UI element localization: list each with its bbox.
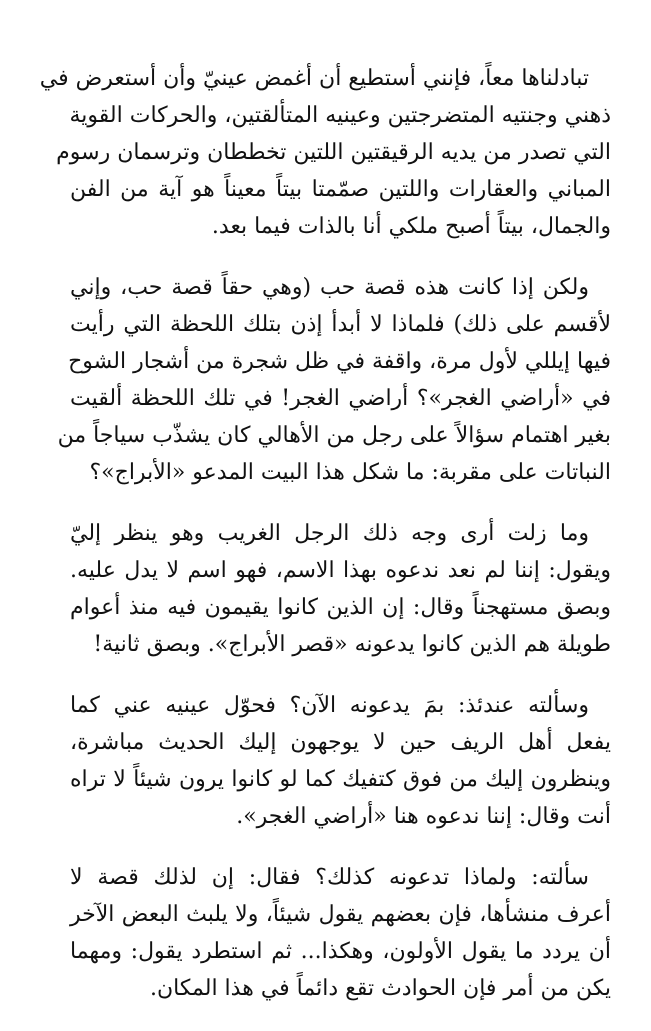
text-line: في «أراضي الغجر»؟ أراضي الغجر! في تلك اللحظة ألقيت (70, 386, 611, 411)
text-line: أعرف منشأها، فإن بعضهم يقول شيئاً، ولا يلبث البعض الآخر (70, 902, 611, 927)
paragraph-1 (39, 60, 611, 245)
text-line: أنت وقال: إننا ندعوه هنا «أراضي الغجر». (236, 804, 611, 829)
text-line: فيها إيللي لأول مرة، واقفة في ظل شجرة من أشجار الشوح (68, 349, 611, 374)
text-line: بغير اهتمام سؤالاً على رجل من الأهالي كان يشذّب سياجاً من (57, 423, 611, 448)
text-line: لأقسم على ذلك) فلماذا لا أبدأ إذن بتلك اللحظة التي رأيت (70, 312, 611, 337)
paragraph-3 (70, 515, 611, 663)
text-line: تبادلناها معاً، فإنني أستطيع أن أغمض عينيّ وأن أستعرض في (39, 66, 589, 91)
text-line: سألته: ولماذا تدعونه كذلك؟ فقال: إن لذلك قصة لا (70, 865, 589, 890)
paragraph-2 (57, 269, 611, 491)
text-line: والجمال، بيتاً أصبح ملكي أنا بالذات فيما بعد. (211, 214, 611, 239)
text-line: أن يردد ما يقول الأولون، وهكذا... ثم استطرد يقول: ومهما (70, 939, 611, 964)
text-line: النباتات على مقربة: ما شكل هذا البيت المدعو «الأبراج»؟ (89, 460, 611, 485)
text-line: ويقول: إننا لم نعد ندعوه بهذا الاسم، فهو اسم لا يدل عليه. (70, 558, 611, 583)
text-line: يكن من أمر فإن الحوادث تقع دائماً في هذا المكان. (150, 976, 611, 1001)
text-line: ذهني وجنتيه المتضرجتين وعينيه المتألقتين، والحركات القوية (69, 103, 611, 128)
text-line: وينظرون إليك من فوق كتفيك كما لو كانوا يرون شيئاً لا تراه (70, 767, 611, 792)
text-line: وسألته عندئذ: بمَ يدعونه الآن؟ فحوّل عينيه عني كما (70, 693, 589, 718)
paragraph-5 (70, 859, 611, 1007)
paragraph-4 (70, 687, 611, 835)
book-page (39, 60, 611, 1031)
text-line: وبصق مستهجناً وقال: إن الذين كانوا يقيمون فيه منذ أعوام (70, 595, 611, 620)
text-line: طويلة هم الذين كانوا يدعونه «قصر الأبراج». وبصق ثانية! (93, 632, 611, 657)
text-line: وما زلت أرى وجه ذلك الرجل الغريب وهو ينظر إليّ (70, 521, 589, 546)
text-line: المباني والعقارات واللتين صمّمتا بيتاً معيناً هو آية من الفن (70, 177, 611, 202)
text-line: التي تصدر من يديه الرقيقتين اللتين تخططان وترسمان رسوم (56, 140, 611, 165)
text-line: ولكن إذا كانت هذه قصة حب (وهي حقاً قصة حب، وإني (70, 275, 590, 300)
text-line: يفعل أهل الريف حين لا يوجهون إليك الحديث مباشرة، (70, 730, 611, 755)
